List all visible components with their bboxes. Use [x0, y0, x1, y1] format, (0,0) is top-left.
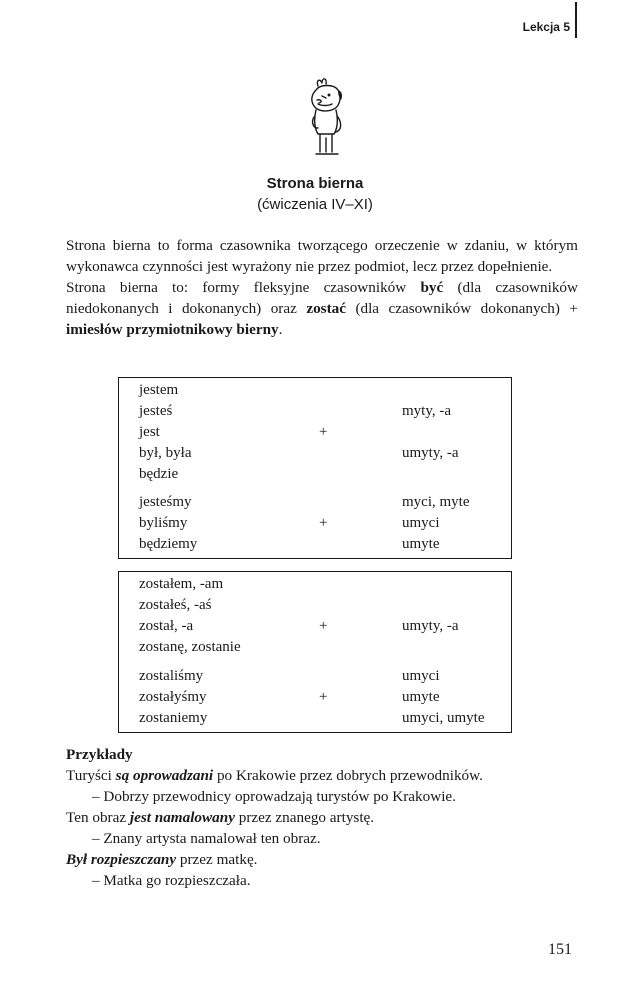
table-cell-form: zostałeś, -aś — [139, 597, 212, 613]
table-cell-form: zostaniemy — [139, 710, 208, 726]
table-cell-form: byliśmy — [139, 515, 188, 531]
table-row — [119, 616, 511, 637]
section-title: Strona bierna — [266, 175, 364, 192]
table-cell-plus: + — [319, 618, 328, 634]
table-cell-form: jesteś — [139, 403, 173, 419]
conjugation-table-byc — [118, 377, 512, 559]
table-cell-form: będzie — [139, 466, 179, 482]
examples-heading: Przykłady — [66, 746, 133, 763]
example-active: – Matka go rozpieszczała. — [92, 872, 251, 889]
table-row — [119, 422, 511, 443]
table-row — [119, 401, 511, 422]
table-cell-form: zostanę, zostanie — [139, 639, 241, 655]
table-row — [119, 534, 511, 555]
table-row — [119, 380, 511, 401]
table-cell-participle: umyte — [402, 689, 440, 705]
table-cell-plus: + — [319, 515, 328, 531]
table-cell-form: zostałem, -am — [139, 576, 224, 592]
table-cell-form: jesteśmy — [139, 494, 192, 510]
term-participle: imiesłów przymiotnikowy bierny — [66, 321, 279, 338]
page-number: 151 — [548, 941, 572, 958]
table-row — [119, 464, 511, 485]
term-zostac: zostać — [306, 300, 346, 317]
table-cell-participle: myty, -a — [402, 403, 452, 419]
table-cell-form: został, -a — [139, 618, 194, 634]
example-sentence — [66, 765, 586, 786]
passive-phrase: jest namalowany — [129, 809, 235, 826]
intro-text-span: (dla czasowników niedokonanych i dokonanych) oraz — [66, 279, 578, 317]
examples-section — [66, 744, 586, 891]
table-row — [119, 513, 511, 534]
example-active: – Dobrzy przewodnicy oprowadzają turystów po Krakowie. — [92, 788, 456, 805]
example-sentence — [66, 807, 586, 828]
table-cell-form: będziemy — [139, 536, 198, 552]
table-cell-form: jestem — [139, 382, 179, 398]
table-cell-participle: umyci — [402, 515, 440, 531]
table-row — [119, 637, 511, 658]
example-text: przez znanego artystę. — [234, 809, 375, 826]
table-row — [119, 492, 511, 513]
example-sentence — [66, 849, 586, 870]
table-cell-participle: umyci, umyte — [402, 710, 485, 726]
table-cell-participle: myci, myte — [402, 494, 470, 510]
table-cell-plus: + — [319, 689, 328, 705]
table-row — [119, 443, 511, 464]
table-cell-form: był, była — [139, 445, 192, 461]
table-row — [119, 687, 511, 708]
table-cell-form: zostałyśmy — [139, 689, 207, 705]
table-cell-participle: umyty, -a — [402, 445, 459, 461]
table-cell-participle: umyty, -a — [402, 618, 459, 634]
term-byc: być — [420, 279, 444, 296]
passive-verb: są — [115, 767, 130, 784]
intro-text-span: . — [278, 321, 283, 338]
passive-phrase: Był rozpieszczany — [66, 851, 177, 868]
running-head: Lekcja 5 — [522, 20, 570, 34]
example-text: Turyści — [66, 767, 116, 784]
conjugation-table-zostac — [118, 571, 512, 733]
table-cell-plus: + — [319, 424, 328, 440]
table-cell-form: jest — [139, 424, 160, 440]
intro-text-span: (dla czasowników dokonanych) + — [345, 300, 578, 317]
table-cell-participle: umyte — [402, 536, 440, 552]
example-text: przez matkę. — [176, 851, 258, 868]
intro-paragraph-1: Strona bierna to forma czasownika tworzącego orzeczenie w zdaniu, w którym wykonawca czynności jest wyrażony nie przez podmiot, lecz przez dopełnienie. — [66, 237, 578, 275]
intro-text — [66, 235, 578, 340]
intro-paragraph-2 — [66, 277, 578, 340]
passive-participle: oprowadzani — [132, 767, 214, 784]
example-active: – Znany artysta namalował ten obraz. — [92, 830, 321, 847]
header-rule — [575, 2, 577, 38]
table-row — [119, 595, 511, 616]
table-cell-participle: umyci — [402, 668, 440, 684]
example-text: Ten obraz — [66, 809, 130, 826]
table-row — [119, 666, 511, 687]
mascot-illustration — [298, 76, 358, 166]
example-text: po Krakowie przez dobrych przewodników. — [213, 767, 483, 784]
table-row — [119, 708, 511, 729]
section-subtitle: (ćwiczenia IV–XI) — [257, 196, 373, 213]
table-row — [119, 574, 511, 595]
intro-text-span: Strona bierna to: formy fleksyjne czasowników — [66, 279, 421, 296]
table-cell-form: zostaliśmy — [139, 668, 204, 684]
